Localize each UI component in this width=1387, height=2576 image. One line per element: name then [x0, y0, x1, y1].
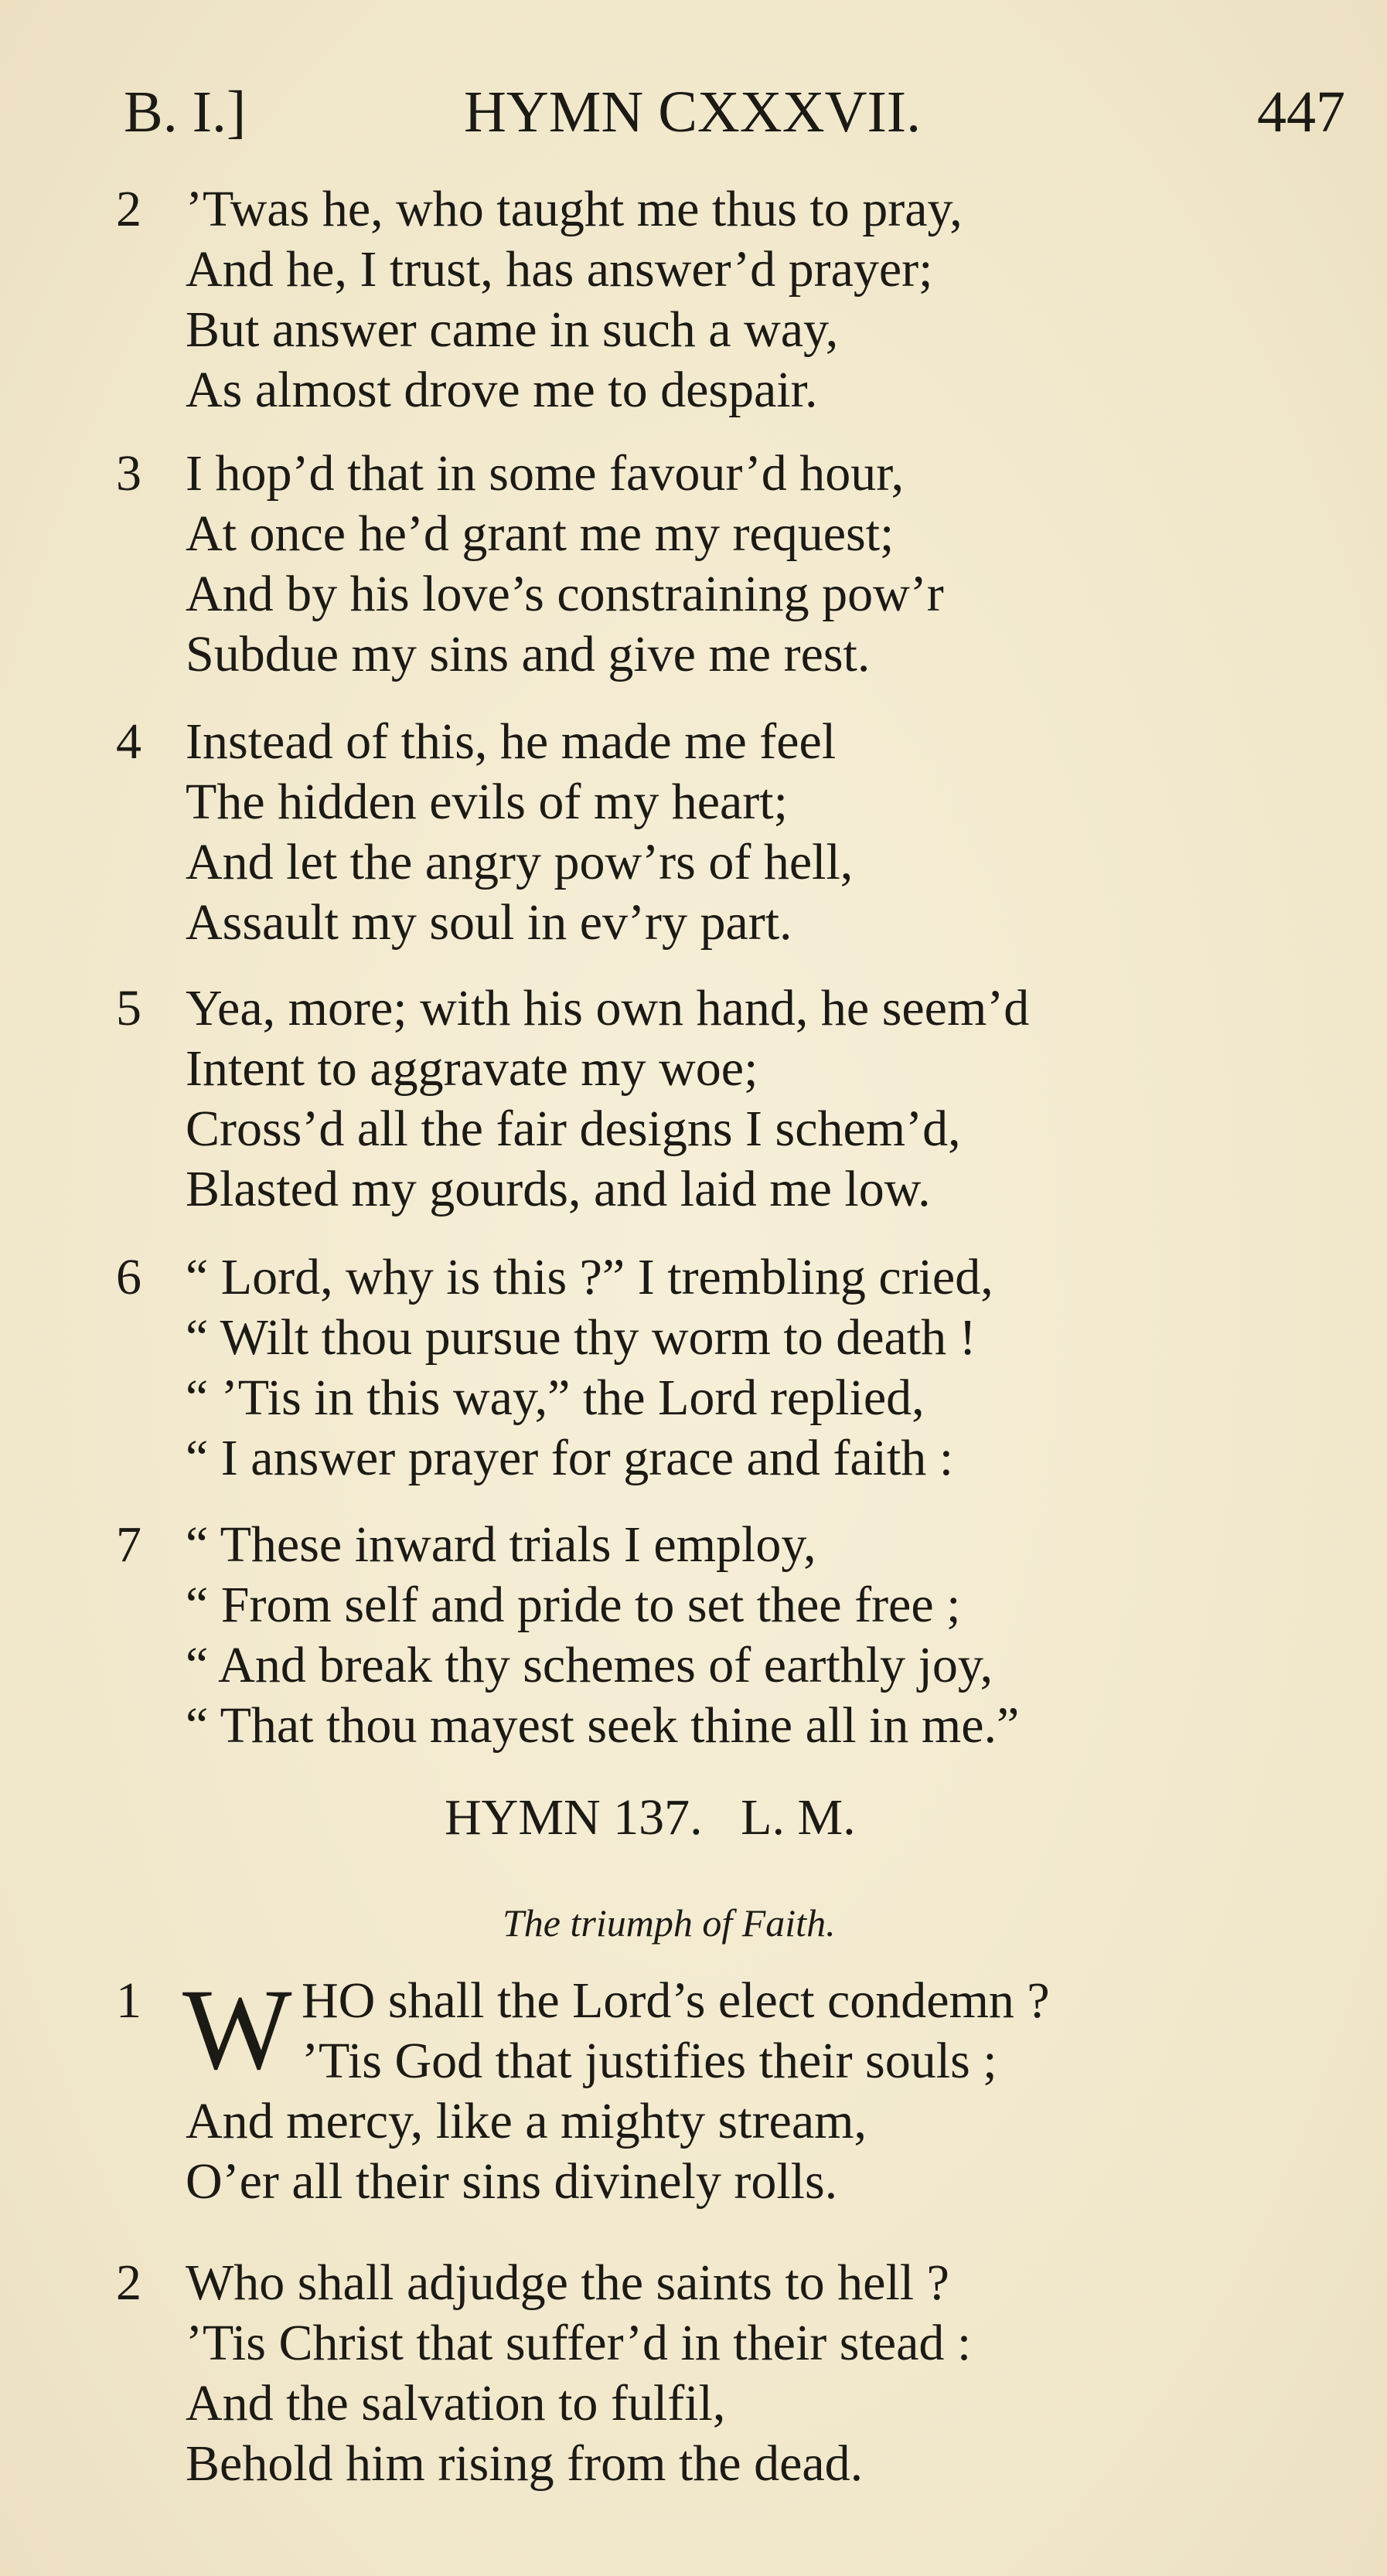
stanza-number: 5 [116, 980, 141, 1036]
page-number: 447 [1257, 80, 1345, 145]
verse-line: Assault my soul in ev’ry part. [186, 894, 792, 951]
stanza-number: 2 [116, 2254, 141, 2311]
verse-line: “ I answer prayer for grace and faith : [186, 1430, 954, 1486]
stanza-number: 7 [116, 1516, 141, 1573]
running-header [124, 77, 1345, 147]
verse-line: I hop’d that in some favour’d hour, [186, 445, 905, 502]
verse-line: As almost drove me to despair. [186, 362, 818, 418]
stanza-number: 6 [116, 1249, 141, 1305]
verse-line: And by his love’s constraining pow’r [186, 566, 944, 622]
hymn-title: HYMN 137. L. M. [445, 1789, 856, 1846]
verse-line: “ And break thy schemes of earthly joy, [186, 1637, 993, 1693]
verse-line: HO shall the Lord’s elect condemn ? [302, 1972, 1050, 2029]
verse-line: And mercy, like a mighty stream, [186, 2093, 867, 2149]
verse-line: ’Tis Christ that suffer’d in their stead : [186, 2315, 972, 2371]
verse-line: “ ’Tis in this way,” the Lord replied, [186, 1370, 925, 1426]
verse-line: And he, I trust, has answer’d prayer; [186, 241, 933, 298]
verse-line: Blasted my gourds, and laid me low. [186, 1161, 931, 1217]
verse-line: O’er all their sins divinely rolls. [186, 2153, 838, 2210]
verse-line: And let the angry pow’rs of hell, [186, 834, 854, 890]
verse-line: Who shall adjudge the saints to hell ? [186, 2254, 949, 2311]
verse-line: Behold him rising from the dead. [186, 2435, 864, 2492]
verse-line: ’Twas he, who taught me thus to pray, [186, 181, 963, 237]
verse-line: Yea, more; with his own hand, he seem’d [186, 980, 1030, 1036]
stanza-number: 2 [116, 181, 141, 237]
verse-line: “ These inward trials I employ, [186, 1516, 816, 1573]
verse-line: Intent to aggravate my woe; [186, 1040, 758, 1097]
verse-line: At once he’d grant me my request; [186, 505, 895, 562]
verse-line: “ Wilt thou pursue thy worm to death ! [186, 1309, 976, 1366]
section-reference: B. I.] [124, 80, 247, 145]
verse-line: Cross’d all the fair designs I schem’d, [186, 1101, 961, 1157]
verse-line: Instead of this, he made me feel [186, 713, 837, 770]
verse-line: Subdue my sins and give me rest. [186, 626, 871, 682]
stanza-number: 1 [116, 1972, 141, 2029]
verse-line: “ From self and pride to set thee free ; [186, 1577, 961, 1633]
verse-line: “ Lord, why is this ?” I trembling cried, [186, 1249, 993, 1305]
verse-line: ’Tis God that justifies their souls ; [302, 2033, 997, 2089]
verse-line: The hidden evils of my heart; [186, 774, 788, 830]
stanza-number: 3 [116, 445, 141, 502]
verse-line: But answer came in such a way, [186, 301, 839, 358]
verse-line: And the salvation to fulfil, [186, 2375, 726, 2431]
verse-line: “ That thou mayest seek thine all in me.” [186, 1697, 1020, 1754]
running-title: HYMN CXXXVII. [464, 80, 922, 145]
stanza-number: 4 [116, 713, 141, 770]
hymn-subtitle: The triumph of Faith. [503, 1901, 836, 1945]
drop-cap: W [182, 1965, 292, 2094]
